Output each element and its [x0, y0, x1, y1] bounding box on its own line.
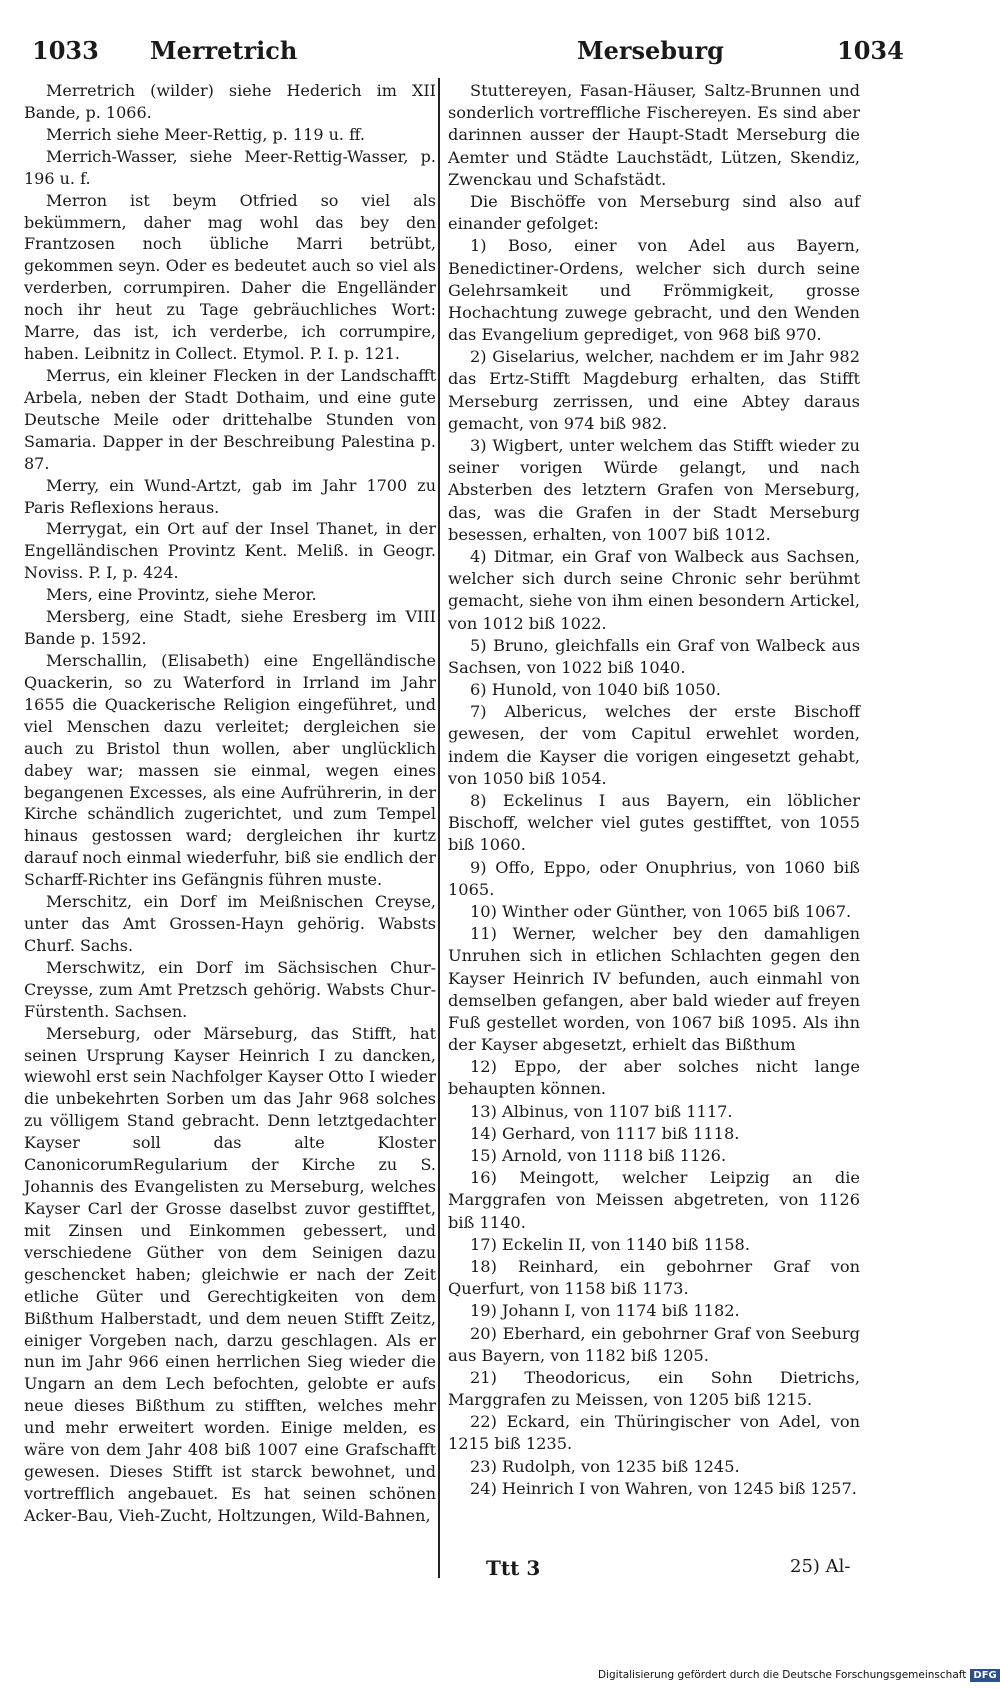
entry-paragraph: 4) Ditmar, ein Graf von Walbeck aus Sachsen, welcher sich durch seine Chronic sehr berühmt gemacht, siehe von ihm einen besondern Artickel, von 1012 biß 1022.: [448, 546, 860, 633]
right-running-title: Merseburg: [577, 36, 724, 65]
entry-paragraph: Merschwitz, ein Dorf im Sächsischen Chur-Creysse, zum Amt Pretzsch gehörig. Wabsts Chur-Fürstenth. Sachsen.: [24, 957, 436, 1021]
entry-paragraph: 3) Wigbert, unter welchem das Stifft wieder zu seiner vorigen Würde gelangt, und nach Absterben des letztern Grafen von Merseburg, das, was die Grafen in der Stadt Merseburg besessen, erhalten, von 1007 biß 1012.: [448, 436, 860, 544]
entry-paragraph: Merron ist beym Otfried so viel als bekümmern, daher mag wohl das bey den Frantzosen noch übliche Marri betrübt, gekommen seyn. Oder es bedeutet auch so viel als verderben, corrumpiren. Daher die Engelländer noch ihr heut zu Tage gebräuchliches Wort: Marre, das ist, ich verderbe, ich corrumpire, haben. Leibnitz in Collect. Etymol. P. I. p. 121.: [24, 190, 436, 364]
entry-paragraph: 16) Meingott, welcher Leipzig an die Marggrafen von Meissen abgetreten, von 1126 biß 1140.: [448, 1168, 860, 1232]
entry-paragraph: Stuttereyen, Fasan-Häuser, Saltz-Brunnen und sonderlich vortreffliche Fischereyen. Es sind aber darinnen ausser der Haupt-Stadt Merseburg die Aemter und Städte Lauchstädt, Lützen, Skendiz, Zwenckau und Schafstädt.: [448, 81, 860, 189]
entry-paragraph: Merseburg, oder Märseburg, das Stifft, hat seinen Ursprung Kayser Heinrich I zu dancken, wiewohl erst sein Nachfolger Kayser Otto I wieder die unbekehrten Sorben um das Jahr 968 solches zu völligem Stand gebracht. Denn letztgedachter Kayser soll das alte Kloster CanonicorumRegularium der Kirche zu S. Johannis des Evangelisten zu Merseburg, welches Kayser Carl der Grosse daselbst zuvor gestifftet, mit Zinsen und Einkommen gebessert, und verschiedene Güther von dem Seinigen dazu geschencket haben; gleichwie er nach der Zeit etliche Güter und Gerechtigkeiten von dem Bißthum Halberstadt, und dem neuen Stifft Zeitz, einiger Vorgeben nach, darzu geschlagen. Als er nun im Jahr 966 einen herrlichen Sieg wieder die Ungarn an dem Lech befochten, gelobte er aufs neue dieses Bißthum zu stifften, welches mehr und mehr erweitert worden. Einige melden, es wäre von dem Jahr 408 biß 1007 eine Grafschafft gewesen. Dieses Stifft ist starck bewohnet, und vortrefflich angebauet. Es hat seinen schönen Acker-Bau, Vieh-Zucht, Holtzungen, Wild-Bahnen,: [24, 1023, 436, 1525]
entry-paragraph: 23) Rudolph, von 1235 biß 1245.: [470, 1456, 740, 1476]
entry-paragraph: Merrich-Wasser, siehe Meer-Rettig-Wasser, p. 196 u. f.: [24, 146, 436, 188]
entry-paragraph: 7) Albericus, welches der erste Bischoff gewesen, der vom Capitul erwehlet worden, indem die Kayser die vorigen eingesetzt gehabt, von 1050 biß 1054.: [448, 702, 860, 788]
entry-paragraph: 22) Eckard, ein Thüringischer von Adel, von 1215 biß 1235.: [448, 1412, 860, 1454]
left-column: [24, 80, 436, 1527]
entry-paragraph: 11) Werner, welcher bey den damahligen Unruhen sich in etlichen Schlachten gegen den Kayser Heinrich IV befunden, auch einmahl von demselben gefangen, aber bald wieder auf freyen Fuß gestellet worden, von 1067 biß 1095. Als ihn der Kayser abgesetzt, erhielt das Bißthum: [448, 924, 860, 1055]
entry-paragraph: 21) Theodoricus, ein Sohn Dietrichs, Marggrafen zu Meissen, von 1205 biß 1215.: [448, 1367, 860, 1410]
right-column: [448, 80, 860, 1500]
entry-paragraph: 17) Eckelin II, von 1140 biß 1158.: [470, 1234, 750, 1254]
entry-paragraph: 20) Eberhard, ein gebohrner Graf von Seeburg aus Bayern, von 1182 biß 1205.: [448, 1323, 860, 1365]
entry-paragraph: Merschallin, (Elisabeth) eine Engelländische Quackerin, so zu Waterford in Irrland im Jahr 1655 die Quackerische Religion eingeführet, und viel Menschen dazu verleitet; dergleichen sie auch zu Bristol thun wollen, aber unglücklich dabey war; massen sie einmal, wegen eines begangenen Excesses, als eine Aufrührerin, in der Kirche schändlich zugerichtet, und zum Tempel hinaus gestossen ward; dergleichen ihr kurtz darauf noch einmal wiederfuhr, biß sie endlich der Scharff-Richter ins Gefängnis führen muste.: [24, 650, 436, 890]
entry-paragraph: Merrygat, ein Ort auf der Insel Thanet, in der Engelländischen Provintz Kent. Meliß. in Geogr. Noviss. P. I, p. 424.: [24, 519, 436, 583]
signature-mark: Ttt 3: [486, 1556, 541, 1580]
entry-paragraph: 2) Giselarius, welcher, nachdem er im Jahr 982 das Ertz-Stifft Magdeburg erhalten, das Stifft Merseburg zerrissen, und eine Abtey daraus gemacht, von 974 biß 982.: [448, 347, 860, 433]
running-header: [22, 28, 957, 76]
entry-paragraph: Merretrich (wilder) siehe Hederich im XII Bande, p. 1066.: [24, 81, 436, 122]
entry-paragraph: 13) Albinus, von 1107 biß 1117.: [470, 1101, 733, 1121]
left-page-number: 1033: [32, 36, 99, 65]
entry-paragraph: 14) Gerhard, von 1117 biß 1118.: [470, 1123, 740, 1143]
entry-paragraph: 15) Arnold, von 1118 biß 1126.: [470, 1146, 727, 1165]
entry-paragraph: Merrus, ein kleiner Flecken in der Landschafft Arbela, neben der Stadt Dothaim, und eine gute Deutsche Meile oder drittehalbe Stunden von Samaria. Dapper in der Beschreibung Palestina p. 87.: [24, 365, 436, 473]
entry-paragraph: Merschitz, ein Dorf im Meißnischen Creyse, unter das Amt Grossen-Hayn gehörig. Wabsts Churf. Sachs.: [24, 892, 436, 955]
entry-paragraph: Die Bischöffe von Merseburg sind also auf einander gefolget:: [448, 191, 860, 234]
left-running-title: Merretrich: [150, 36, 298, 65]
entry-paragraph: 12) Eppo, der aber solches nicht lange behaupten können.: [448, 1057, 860, 1099]
entry-paragraph: 10) Winther oder Günther, von 1065 biß 1067.: [470, 901, 852, 921]
entry-paragraph: Merry, ein Wund-Artzt, gab im Jahr 1700 zu Paris Reflexions heraus.: [24, 475, 436, 517]
dfg-logo: DFG: [970, 1669, 999, 1682]
entry-paragraph: 6) Hunold, von 1040 biß 1050.: [470, 680, 721, 700]
right-page-number: 1034: [837, 36, 904, 65]
entry-paragraph: 8) Eckelinus I aus Bayern, ein löblicher Bischoff, welcher viel gutes gestifftet, von 1055 biß 1060.: [448, 791, 860, 855]
entry-paragraph: 9) Offo, Eppo, oder Onuphrius, von 1060 biß 1065.: [448, 857, 860, 899]
catchword: 25) Al-: [790, 1556, 851, 1577]
entry-paragraph: Mers, eine Provintz, siehe Meror.: [46, 585, 317, 605]
entry-paragraph: Merrich siehe Meer-Rettig, p. 119 u. ff.: [46, 124, 365, 144]
entry-paragraph: 19) Johann I, von 1174 biß 1182.: [470, 1301, 740, 1321]
entry-paragraph: 18) Reinhard, ein gebohrner Graf von Querfurt, von 1158 biß 1173.: [448, 1256, 860, 1299]
credit-text: Digitalisierung gefördert durch die Deutsche Forschungsgemeinschaft: [598, 1669, 967, 1681]
column-divider: [438, 78, 440, 1578]
entry-paragraph: 1) Boso, einer von Adel aus Bayern, Benedictiner-Ordens, welcher sich durch seine Gelehrsamkeit und Frömmigkeit, grosse Hochachtung zuwege gebracht, und den Wenden das Evangelium geprediget, von 968 biß 970.: [448, 236, 860, 345]
digitization-credit: [598, 1666, 1000, 1684]
entry-paragraph: Mersberg, eine Stadt, siehe Eresberg im VIII Bande p. 1592.: [24, 607, 436, 649]
entry-paragraph: 5) Bruno, gleichfalls ein Graf von Walbeck aus Sachsen, von 1022 biß 1040.: [448, 635, 860, 677]
entry-paragraph: 24) Heinrich I von Wahren, von 1245 biß 1257.: [470, 1478, 857, 1498]
